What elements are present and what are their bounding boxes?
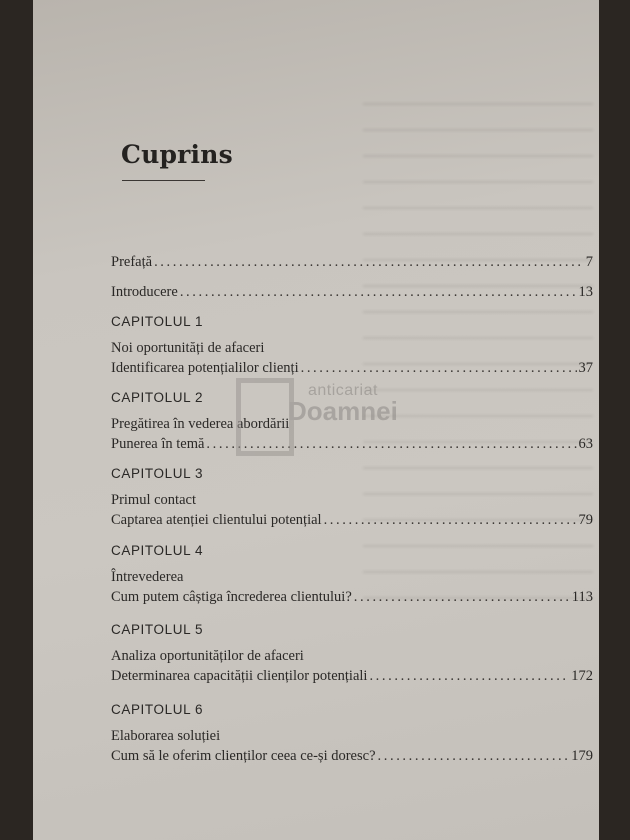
chapter-subtitle: Determinarea capacității clienților potențiali [111,668,368,684]
dot-leader [154,254,584,271]
chapter-subtitle: Identificarea potențialilor clienți [111,360,299,376]
chapter-subtitle: Captarea atenției clientului potențial [111,512,322,528]
toc-chapter-1 [111,314,593,380]
dot-leader [324,512,577,529]
chapter-label: CAPITOLUL 6 [111,702,204,717]
toc-chapter-4 [111,543,593,609]
chapter-label: CAPITOLUL 1 [111,314,204,329]
book-page [33,0,599,840]
chapter-label: CAPITOLUL 3 [111,466,204,481]
chapter-label: CAPITOLUL 2 [111,390,204,405]
toc-page-number: 63 [578,436,593,452]
toc-chapter-5 [111,622,593,688]
toc-page-number: 113 [571,589,593,605]
toc-chapter-2 [111,390,593,456]
chapter-heading: Întrevederea [111,569,184,585]
dot-leader [206,436,576,453]
chapter-heading: Analiza oportunităților de afaceri [111,648,304,664]
chapter-label: CAPITOLUL 4 [111,543,204,558]
watermark-brand: Doamnei [288,396,398,426]
toc-page-number: 172 [571,668,593,684]
toc-page-number: 7 [585,254,593,270]
chapter-heading: Pregătirea în vederea abordării [111,416,290,432]
chapter-subtitle: Punerea în temă [111,436,205,452]
toc-entry-title: Introducere [111,284,178,300]
toc-entry-introduction [111,284,593,304]
toc-chapter-3 [111,466,593,532]
toc-chapter-6 [111,702,593,768]
chapter-subtitle: Cum putem câștiga încrederea clientului? [111,589,352,605]
toc-page-number: 37 [578,360,593,376]
dot-leader [354,589,570,606]
title-underline [122,180,205,181]
chapter-label: CAPITOLUL 5 [111,622,204,637]
chapter-heading: Primul contact [111,492,196,508]
dot-leader [301,360,577,377]
toc-entry-title: Prefață [111,254,153,270]
toc-page-number: 179 [571,748,593,764]
dot-leader [378,748,570,765]
toc-page-number: 79 [578,512,593,528]
chapter-heading: Noi oportunități de afaceri [111,340,265,356]
page-title: Cuprins [121,140,233,169]
toc-page-number: 13 [578,284,593,300]
chapter-subtitle: Cum să le oferim clienților ceea ce-și doresc? [111,748,376,764]
toc-entry-preface [111,254,593,274]
dot-leader [369,668,569,685]
dot-leader [180,284,577,301]
watermark-text: anticariat [308,382,378,399]
chapter-heading: Elaborarea soluției [111,728,221,744]
